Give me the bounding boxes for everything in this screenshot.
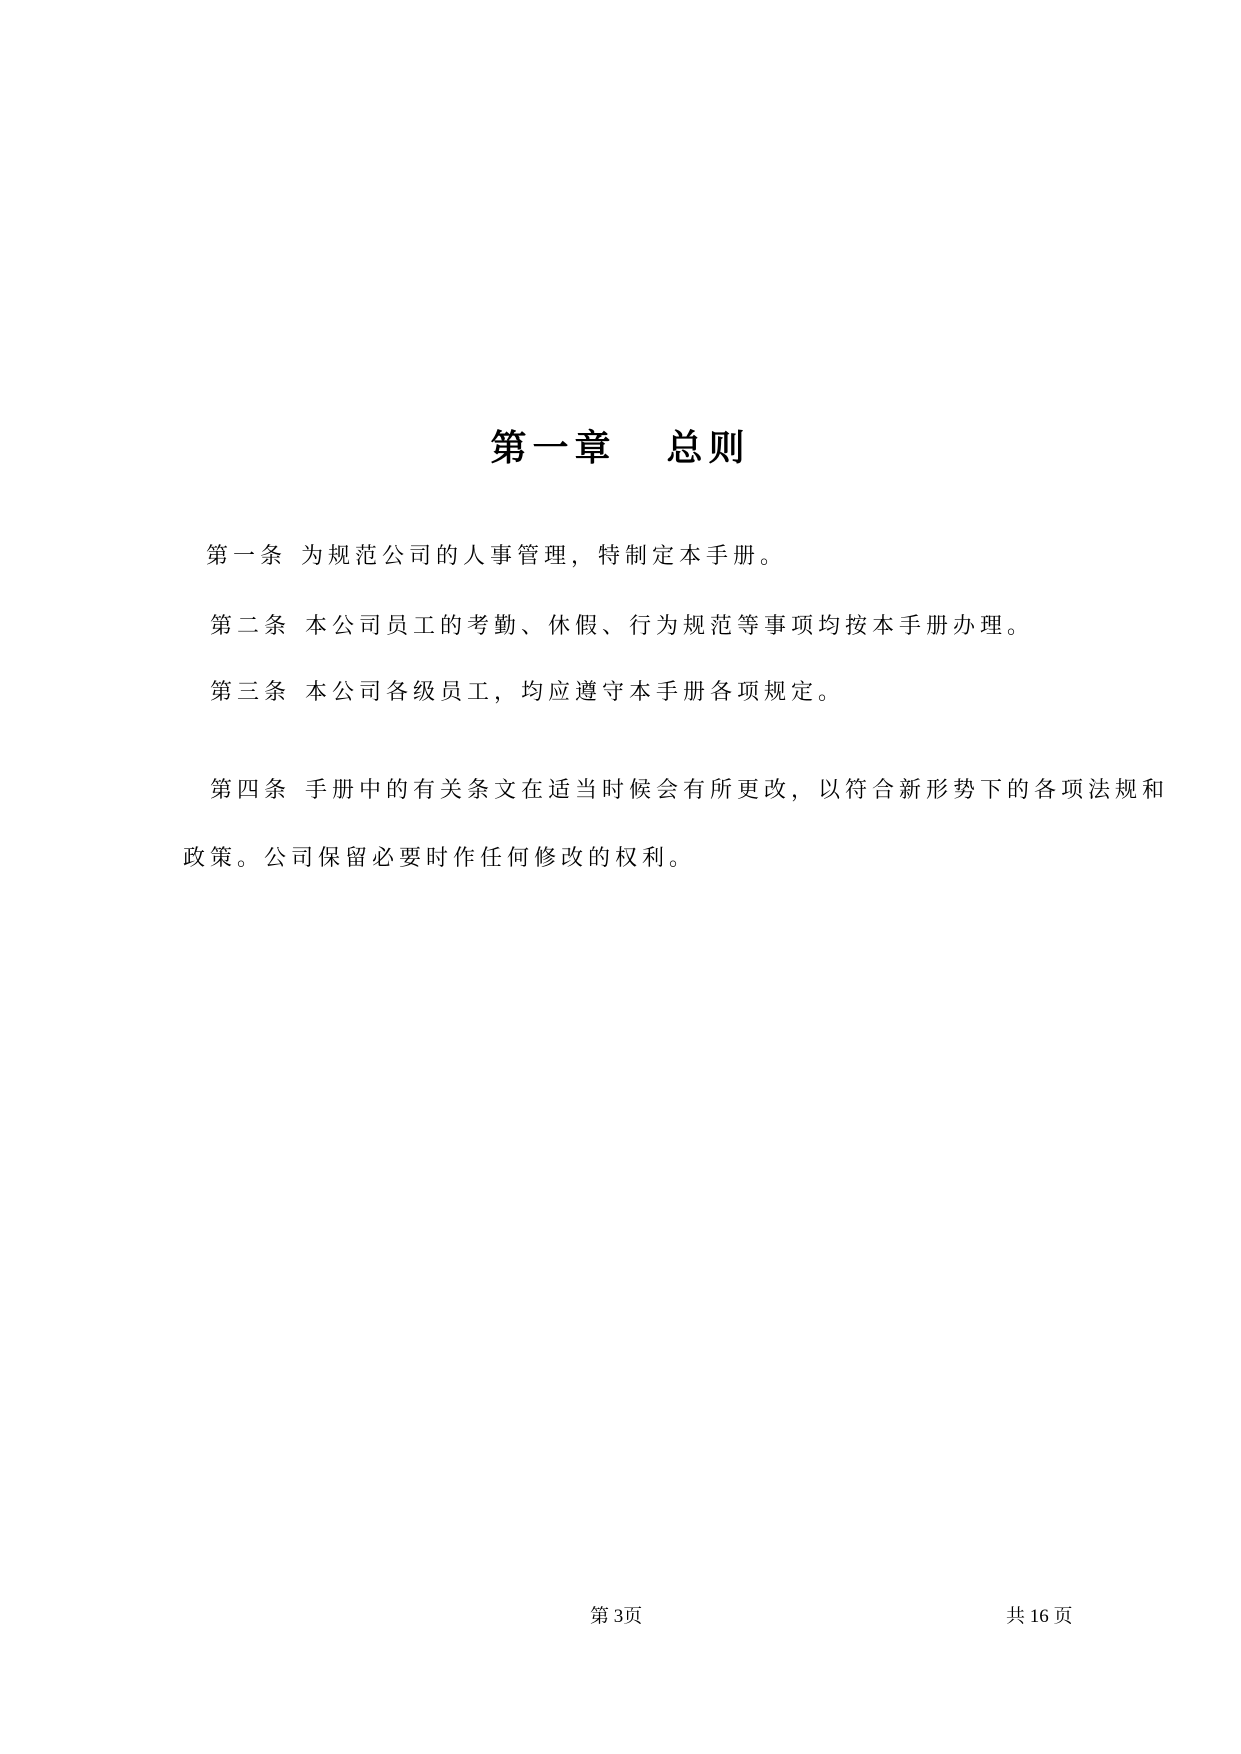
article-text: 本公司各级员工，均应遵守本手册各项规定。: [305, 680, 846, 705]
article-1: [206, 541, 787, 573]
article-2: [210, 611, 1034, 643]
article-4: [210, 775, 1169, 807]
chapter-heading: [0, 424, 1241, 472]
article-label: 第一条: [206, 544, 288, 569]
article-label: 第二条: [210, 614, 292, 639]
chapter-title: 总则: [666, 427, 751, 469]
article-3: [210, 677, 845, 709]
article-text: 为规范公司的人事管理，特制定本手册。: [301, 544, 788, 569]
total-pages: 共 16 页: [1006, 1606, 1073, 1627]
page-number: 第 3页: [590, 1606, 643, 1627]
chapter-number: 第一章: [490, 427, 617, 469]
article-4-continuation: 政策。公司保留必要时作任何修改的权利。: [183, 846, 697, 871]
article-label: 第三条: [210, 680, 292, 705]
article-text: 手册中的有关条文在适当时候会有所更改，以符合新形势下的各项法规和: [305, 778, 1170, 803]
article-text: 本公司员工的考勤、休假、行为规范等事项均按本手册办理。: [305, 614, 1035, 639]
article-label: 第四条: [210, 778, 292, 803]
